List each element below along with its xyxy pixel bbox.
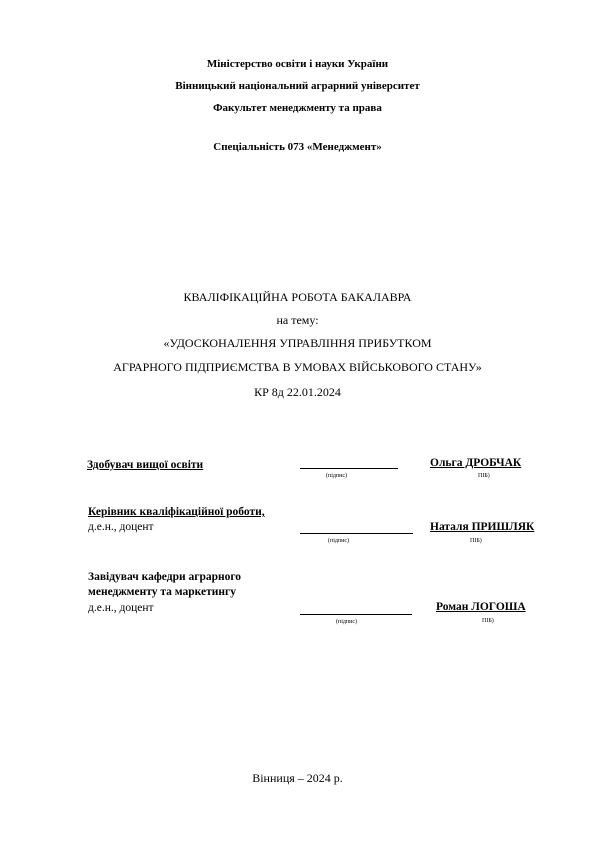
city-year: Вінниця – 2024 р. bbox=[252, 771, 343, 785]
topic-line-1: «УДОСКОНАЛЕННЯ УПРАВЛІННЯ ПРИБУТКОМ bbox=[163, 336, 432, 350]
student-signature-caption: (підпис) bbox=[326, 473, 348, 479]
supervisor-signature-line bbox=[300, 533, 413, 534]
work-type-title: КВАЛІФІКАЦІЙНА РОБОТА БАКАЛАВРА bbox=[183, 290, 412, 304]
faculty-heading: Факультет менеджменту та права bbox=[213, 102, 382, 114]
head-name-caption: ПІБ) bbox=[482, 618, 494, 624]
student-name: Ольга ДРОБЧАК bbox=[430, 457, 522, 469]
head-role-line-1: Завідувач кафедри аграрного bbox=[88, 571, 242, 583]
supervisor-signature-caption: (підпис) bbox=[328, 538, 350, 544]
ministry-heading: Міністерство освіти і науки України bbox=[206, 58, 389, 70]
supervisor-name: Наталя ПРИШЛЯК bbox=[430, 521, 535, 533]
supervisor-name-caption: ПІБ) bbox=[470, 538, 482, 544]
head-signature-line bbox=[300, 614, 412, 615]
student-role: Здобувач вищої освіти bbox=[87, 459, 204, 471]
head-role-line-2: менеджменту та маркетингу bbox=[88, 586, 236, 598]
supervisor-degree: д.е.н., доцент bbox=[88, 521, 154, 533]
work-code: КР 8д 22.01.2024 bbox=[254, 385, 341, 399]
specialty-heading: Спеціальність 073 «Менеджмент» bbox=[213, 141, 382, 153]
head-degree: д.е.н., доцент bbox=[88, 602, 154, 614]
student-name-caption: ПІБ) bbox=[478, 473, 490, 479]
topic-line-2: АГРАРНОГО ПІДПРИЄМСТВА В УМОВАХ ВІЙСЬКОВОГО СТАНУ» bbox=[113, 360, 482, 374]
supervisor-role: Керівник кваліфікаційної роботи, bbox=[88, 506, 265, 518]
university-heading: Вінницький національний аграрний університет bbox=[175, 80, 420, 92]
head-name: Роман ЛОГОША bbox=[436, 601, 526, 613]
head-signature-caption: (підпис) bbox=[336, 619, 358, 625]
on-theme-label: на тему: bbox=[276, 313, 319, 327]
student-signature-line bbox=[300, 468, 398, 469]
